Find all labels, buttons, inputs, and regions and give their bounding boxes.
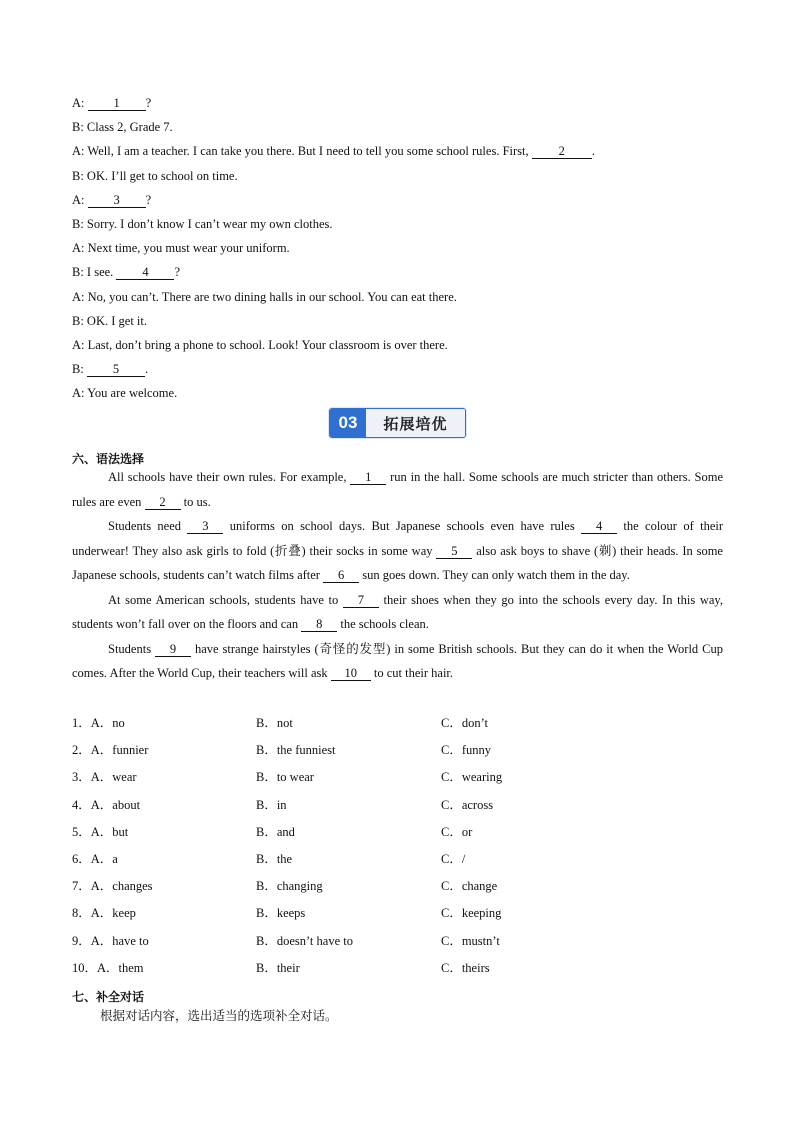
badge-label: 拓展培优 bbox=[366, 409, 465, 437]
dialogue-text: B: OK. I’ll get to school on time. bbox=[72, 168, 238, 183]
option-b[interactable]: B．in bbox=[256, 797, 287, 812]
dialogue-text: A: You are welcome. bbox=[72, 386, 178, 401]
dialogue-punct: ? bbox=[145, 192, 152, 207]
section-six-heading: 六、语法选择 bbox=[72, 452, 145, 466]
option-a[interactable]: 4．A．about bbox=[72, 797, 141, 812]
option-a[interactable]: 10．A．them bbox=[72, 960, 144, 975]
option-row bbox=[72, 958, 732, 985]
dialogue-text: B: bbox=[72, 362, 87, 377]
passage-blank[interactable]: 6 bbox=[323, 568, 359, 583]
passage-text: All schools have their own rules. For example, bbox=[108, 470, 351, 484]
passage-text: to cut their hair. bbox=[370, 666, 454, 680]
passage-paragraph-3 bbox=[72, 588, 723, 637]
option-c[interactable]: C．funny bbox=[441, 743, 492, 758]
section-badge bbox=[329, 408, 466, 438]
option-c[interactable]: C．change bbox=[441, 879, 498, 894]
passage-text: the schools clean. bbox=[337, 617, 429, 631]
dialogue-text: A: No, you can’t. There are two dining halls in our school. You can eat there. bbox=[72, 289, 457, 304]
dialogue-blank[interactable]: 4 bbox=[116, 265, 174, 280]
option-row bbox=[72, 849, 732, 876]
option-row bbox=[72, 931, 732, 958]
dialogue-punct: . bbox=[591, 144, 595, 159]
dialogue-line bbox=[72, 191, 732, 215]
passage-paragraph-4 bbox=[72, 637, 723, 686]
option-b[interactable]: B．not bbox=[256, 716, 293, 730]
option-b[interactable]: B．doesn’t have to bbox=[256, 933, 353, 948]
dialogue-text: B: Sorry. I don’t know I can’t wear my own clothes. bbox=[72, 216, 333, 231]
passage-blank[interactable]: 8 bbox=[301, 617, 337, 632]
option-c[interactable]: C．across bbox=[441, 797, 494, 812]
option-row bbox=[72, 767, 732, 794]
dialogue-text: B: Class 2, Grade 7. bbox=[72, 120, 173, 135]
passage-blank[interactable]: 10 bbox=[331, 666, 371, 681]
dialogue-line bbox=[72, 239, 732, 263]
passage-blank[interactable]: 3 bbox=[187, 519, 223, 534]
option-c[interactable]: C．mustn’t bbox=[441, 933, 500, 948]
dialogue-punct: ? bbox=[145, 96, 152, 110]
dialogue-text: A: bbox=[72, 96, 88, 110]
passage-text: to us. bbox=[180, 494, 211, 509]
option-c[interactable]: C．theirs bbox=[441, 960, 490, 975]
option-b[interactable]: B．to wear bbox=[256, 770, 314, 785]
option-b[interactable]: B．the bbox=[256, 851, 293, 866]
passage-paragraph-2 bbox=[72, 514, 723, 588]
dialogue-block bbox=[72, 94, 732, 408]
option-row bbox=[72, 876, 732, 903]
answer-options bbox=[72, 713, 732, 985]
badge-number: 03 bbox=[330, 409, 366, 437]
dialogue-line bbox=[72, 263, 732, 287]
dialogue-punct: . bbox=[144, 362, 149, 377]
option-a[interactable]: 1．A．no bbox=[72, 716, 125, 730]
dialogue-line bbox=[72, 312, 732, 336]
passage-text: Students bbox=[108, 641, 156, 656]
option-b[interactable]: B．and bbox=[256, 824, 295, 839]
dialogue-text: B: OK. I get it. bbox=[72, 313, 147, 328]
dialogue-blank[interactable]: 3 bbox=[88, 193, 146, 208]
option-c[interactable]: C．/ bbox=[441, 851, 466, 866]
option-b[interactable]: B．keeps bbox=[256, 906, 306, 921]
dialogue-punct: ? bbox=[174, 265, 180, 280]
passage-text: have strange hairstyles (奇怪的发型) in some British schools. But they can do it when the World Cup comes. After the World Cup, their teachers will ask bbox=[72, 641, 723, 680]
option-c[interactable]: C．don’t bbox=[441, 716, 488, 730]
option-row bbox=[72, 903, 732, 930]
dialogue-line bbox=[72, 94, 732, 118]
passage-text: run in the hall. Some schools are much stricter than others. Some rules are even bbox=[72, 470, 723, 509]
passage-blank[interactable]: 7 bbox=[343, 593, 379, 608]
passage-text: uniforms on school days. But Japanese schools even have rules bbox=[223, 519, 582, 533]
dialogue-text: A: Last, don’t bring a phone to school. Look! Your classroom is over there. bbox=[72, 337, 448, 352]
option-a[interactable]: 5．A．but bbox=[72, 824, 129, 839]
dialogue-line bbox=[72, 288, 732, 312]
option-row bbox=[72, 713, 732, 740]
passage-text: sun goes down. They can only watch them in the day. bbox=[359, 568, 630, 582]
passage-text: their shoes when they go into the schools every day. In this way, students won’t fall over on the floors and can bbox=[72, 592, 723, 631]
option-b[interactable]: B．their bbox=[256, 960, 300, 975]
option-c[interactable]: C．or bbox=[441, 824, 473, 839]
option-c[interactable]: C．wearing bbox=[441, 770, 503, 785]
passage-blank[interactable]: 4 bbox=[581, 519, 617, 534]
option-row bbox=[72, 740, 732, 767]
grammar-passage bbox=[72, 465, 723, 686]
passage-blank[interactable]: 5 bbox=[436, 544, 472, 559]
passage-paragraph-1 bbox=[72, 465, 723, 514]
dialogue-text: B: I see. bbox=[72, 265, 117, 280]
section-seven-instruction: 根据对话内容，选出适当的选项补全对话。 bbox=[100, 1008, 338, 1023]
dialogue-line bbox=[72, 118, 732, 142]
section-seven-heading: 七、补全对话 bbox=[72, 990, 145, 1004]
dialogue-line bbox=[72, 167, 732, 191]
passage-blank[interactable]: 9 bbox=[155, 642, 191, 657]
option-a[interactable]: 8．A．keep bbox=[72, 906, 136, 921]
dialogue-text: A: Well, I am a teacher. I can take you there. But I need to tell you some school rules. First, bbox=[72, 144, 532, 159]
passage-text: Students need bbox=[108, 519, 188, 533]
option-a[interactable]: 2．A．funnier bbox=[72, 743, 149, 758]
dialogue-blank[interactable]: 1 bbox=[88, 96, 146, 111]
option-row bbox=[72, 822, 732, 849]
option-row bbox=[72, 795, 732, 822]
passage-text: At some American schools, students have to bbox=[108, 592, 343, 607]
dialogue-line bbox=[72, 215, 732, 239]
dialogue-text: A: Next time, you must wear your uniform. bbox=[72, 241, 290, 256]
dialogue-blank[interactable]: 5 bbox=[87, 362, 145, 377]
dialogue-text: A: bbox=[72, 192, 88, 207]
dialogue-line bbox=[72, 360, 732, 384]
dialogue-blank[interactable]: 2 bbox=[532, 144, 592, 159]
option-a[interactable]: 9．A．have to bbox=[72, 933, 149, 948]
option-b[interactable]: B．changing bbox=[256, 879, 323, 894]
passage-blank[interactable]: 2 bbox=[145, 495, 181, 510]
passage-text: also ask boys to shave (剃) their heads. In some Japanese schools, students can’t watch films after bbox=[72, 543, 723, 582]
option-b[interactable]: B．the funniest bbox=[256, 743, 336, 758]
option-a[interactable]: 6．A．a bbox=[72, 851, 118, 866]
dialogue-line bbox=[72, 336, 732, 360]
passage-blank[interactable]: 1 bbox=[350, 470, 386, 485]
option-a[interactable]: 3．A．wear bbox=[72, 770, 137, 785]
dialogue-line bbox=[72, 384, 732, 408]
option-c[interactable]: C．keeping bbox=[441, 906, 502, 921]
dialogue-line bbox=[72, 142, 732, 166]
option-a[interactable]: 7．A．changes bbox=[72, 879, 153, 894]
passage-text: the colour of their underwear! They also ask girls to fold (折叠) their socks in some way bbox=[72, 519, 724, 558]
